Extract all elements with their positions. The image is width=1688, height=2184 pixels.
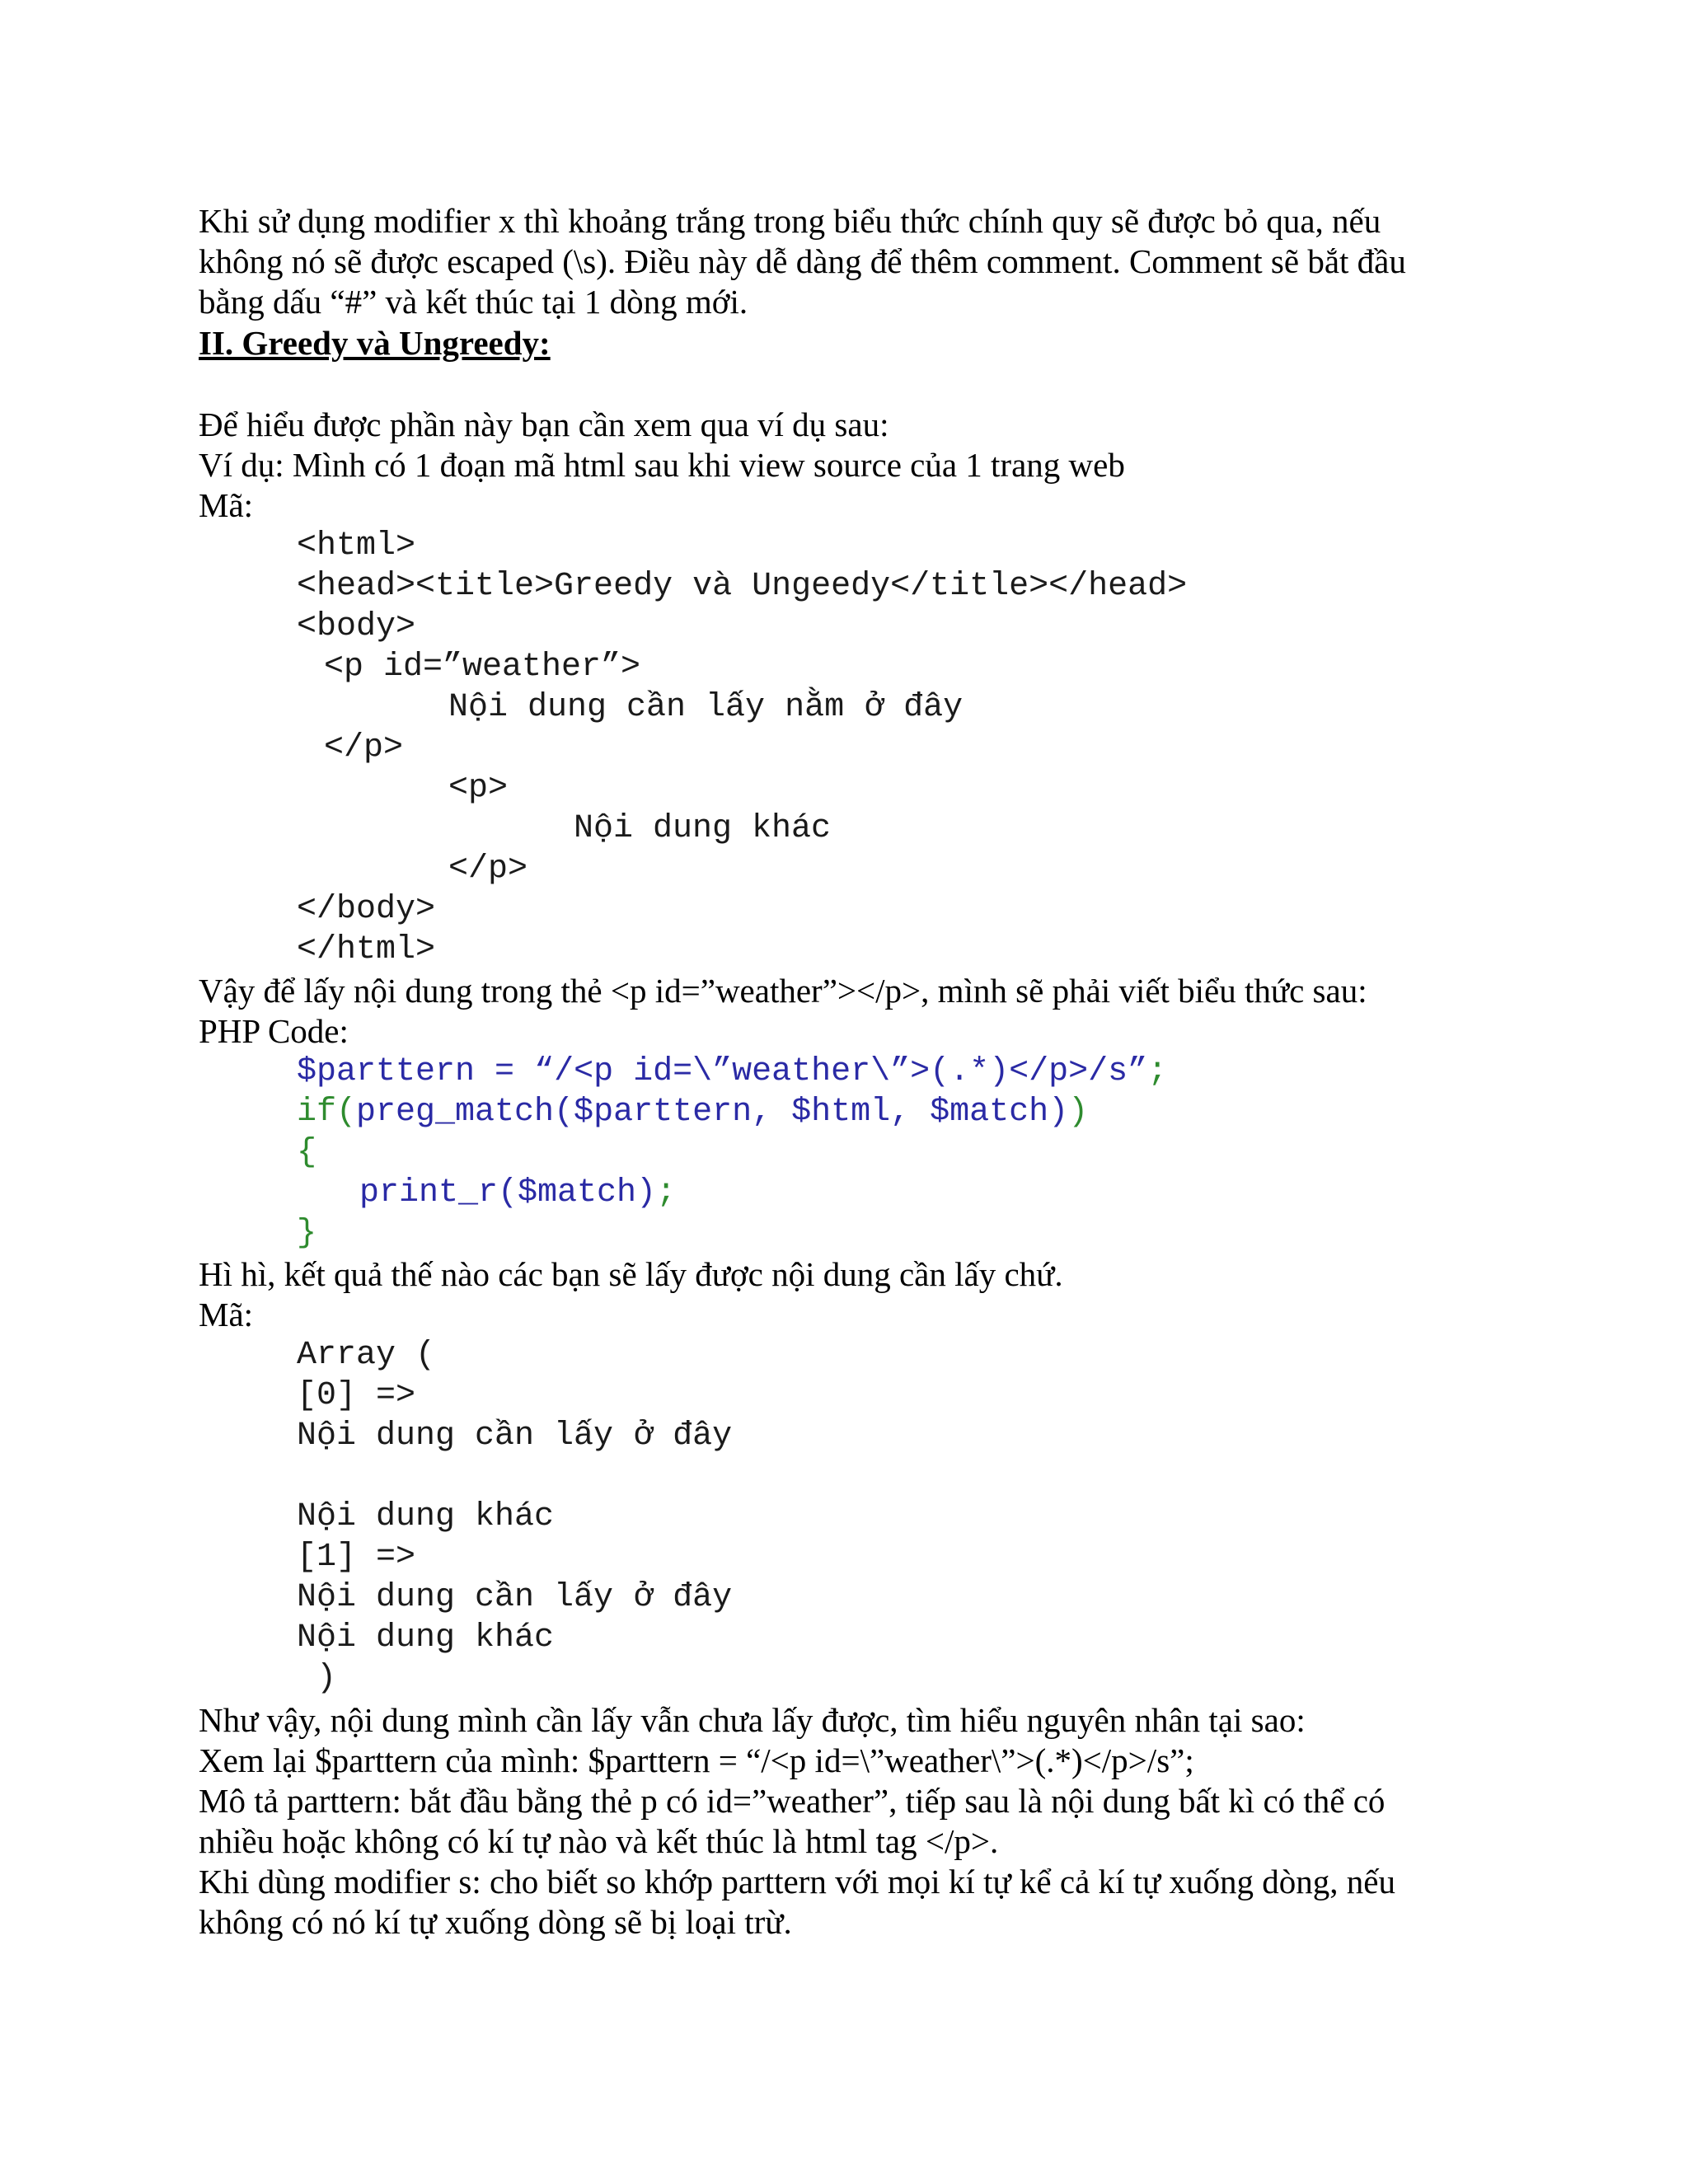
conclusion-line-5: Khi dùng modifier s: cho biết so khớp parttern với mọi kí tự kể cả kí tự xuống dòng, nếu	[199, 1863, 1395, 1900]
php-pattern-string: “/<p id=\”weather\”>(.*)</p>/s”	[534, 1053, 1148, 1090]
output-code-line: Nội dung khác	[297, 1619, 555, 1657]
intro-line-1: Khi sử dụng modifier x thì khoảng trắng trong biểu thức chính quy sẽ được bỏ qua, nếu	[199, 202, 1381, 240]
php-close-brace: }	[297, 1215, 317, 1252]
output-code-line: Array (	[297, 1337, 436, 1374]
php-print-r: print_r($match)	[359, 1174, 657, 1212]
intro-line-3: bằng dấu “#” và kết thúc tại 1 dòng mới.	[199, 283, 748, 321]
html-code-line: </body>	[297, 891, 436, 928]
html-code-line: <html>	[297, 527, 416, 565]
html-code-line: <head><title>Greedy và Ungeedy</title></head>	[297, 568, 1188, 605]
html-code-line: Nội dung khác	[574, 810, 832, 847]
output-code-line: Nội dung khác	[297, 1498, 555, 1535]
conclusion-line-4: nhiều hoặc không có kí tự nào và kết thúc là html tag </p>.	[199, 1822, 999, 1860]
html-code-line: <body>	[297, 608, 416, 645]
html-code-line: <p>	[448, 770, 509, 807]
para1-line-2: Ví dụ: Mình có 1 đoạn mã html sau khi view source của 1 trang web	[199, 446, 1125, 484]
html-code-line: </p>	[324, 729, 404, 766]
php-code-line-2	[297, 1092, 1088, 1132]
output-code-line: Nội dung cần lấy ở đây	[297, 1579, 733, 1616]
output-code-line: [1] =>	[297, 1539, 416, 1576]
php-code-line-3	[297, 1132, 316, 1173]
conclusion-line-2: Xem lại $parttern của mình: $parttern = “/<p id=\”weather\”>(.*)</p>/s”;	[199, 1741, 1194, 1779]
para3-line-1: Hì hì, kết quả thế nào các bạn sẽ lấy được nội dung cần lấy chứ.	[199, 1255, 1063, 1293]
php-code-line-1	[297, 1052, 1167, 1092]
html-code-line: <p id=”weather”>	[324, 649, 641, 686]
php-close-paren: )	[1068, 1094, 1089, 1131]
para1-line-1: Để hiểu được phần này bạn cần xem qua ví dụ sau:	[199, 405, 889, 443]
html-code-line: </p>	[448, 851, 528, 888]
para2-line-1: Vậy để lấy nội dung trong thẻ <p id=”weather”></p>, mình sẽ phải viết biểu thức sau:	[199, 972, 1367, 1010]
php-semicolon-2: ;	[656, 1174, 677, 1212]
php-var: $parttern	[297, 1053, 476, 1090]
php-semicolon: ;	[1147, 1053, 1168, 1090]
conclusion-line-3: Mô tả parttern: bắt đầu bằng thẻ p có id=”weather”, tiếp sau là nội dung bất kì có thể có	[199, 1782, 1386, 1820]
conclusion-line-6: không có nó kí tự xuống dòng sẽ bị loại trừ.	[199, 1903, 792, 1941]
output-code-line: )	[316, 1660, 337, 1697]
output-code-line: Nội dung cần lấy ở đây	[297, 1418, 733, 1455]
para1-label: Mã:	[199, 486, 254, 524]
php-code-line-4	[359, 1173, 676, 1213]
php-preg-match: preg_match($parttern, $html, $match)	[356, 1094, 1069, 1131]
para2-label: PHP Code:	[199, 1012, 349, 1050]
conclusion-line-1: Như vậy, nội dung mình cần lấy vẫn chưa lấy được, tìm hiểu nguyên nhân tại sao:	[199, 1701, 1306, 1739]
section-heading: II. Greedy và Ungreedy:	[199, 324, 551, 362]
php-if-keyword: if(	[297, 1094, 357, 1131]
intro-line-2: không nó sẽ được escaped (\s). Điều này dễ dàng để thêm comment. Comment sẽ bắt đầu	[199, 242, 1406, 280]
output-code-line: [0] =>	[297, 1377, 416, 1414]
html-code-line: </html>	[297, 931, 436, 968]
php-code-line-5	[297, 1213, 316, 1254]
html-code-line: Nội dung cần lấy nằm ở đây	[448, 689, 964, 726]
php-open-brace: {	[297, 1134, 317, 1171]
para3-label: Mã:	[199, 1296, 254, 1333]
php-assign: =	[475, 1053, 535, 1090]
